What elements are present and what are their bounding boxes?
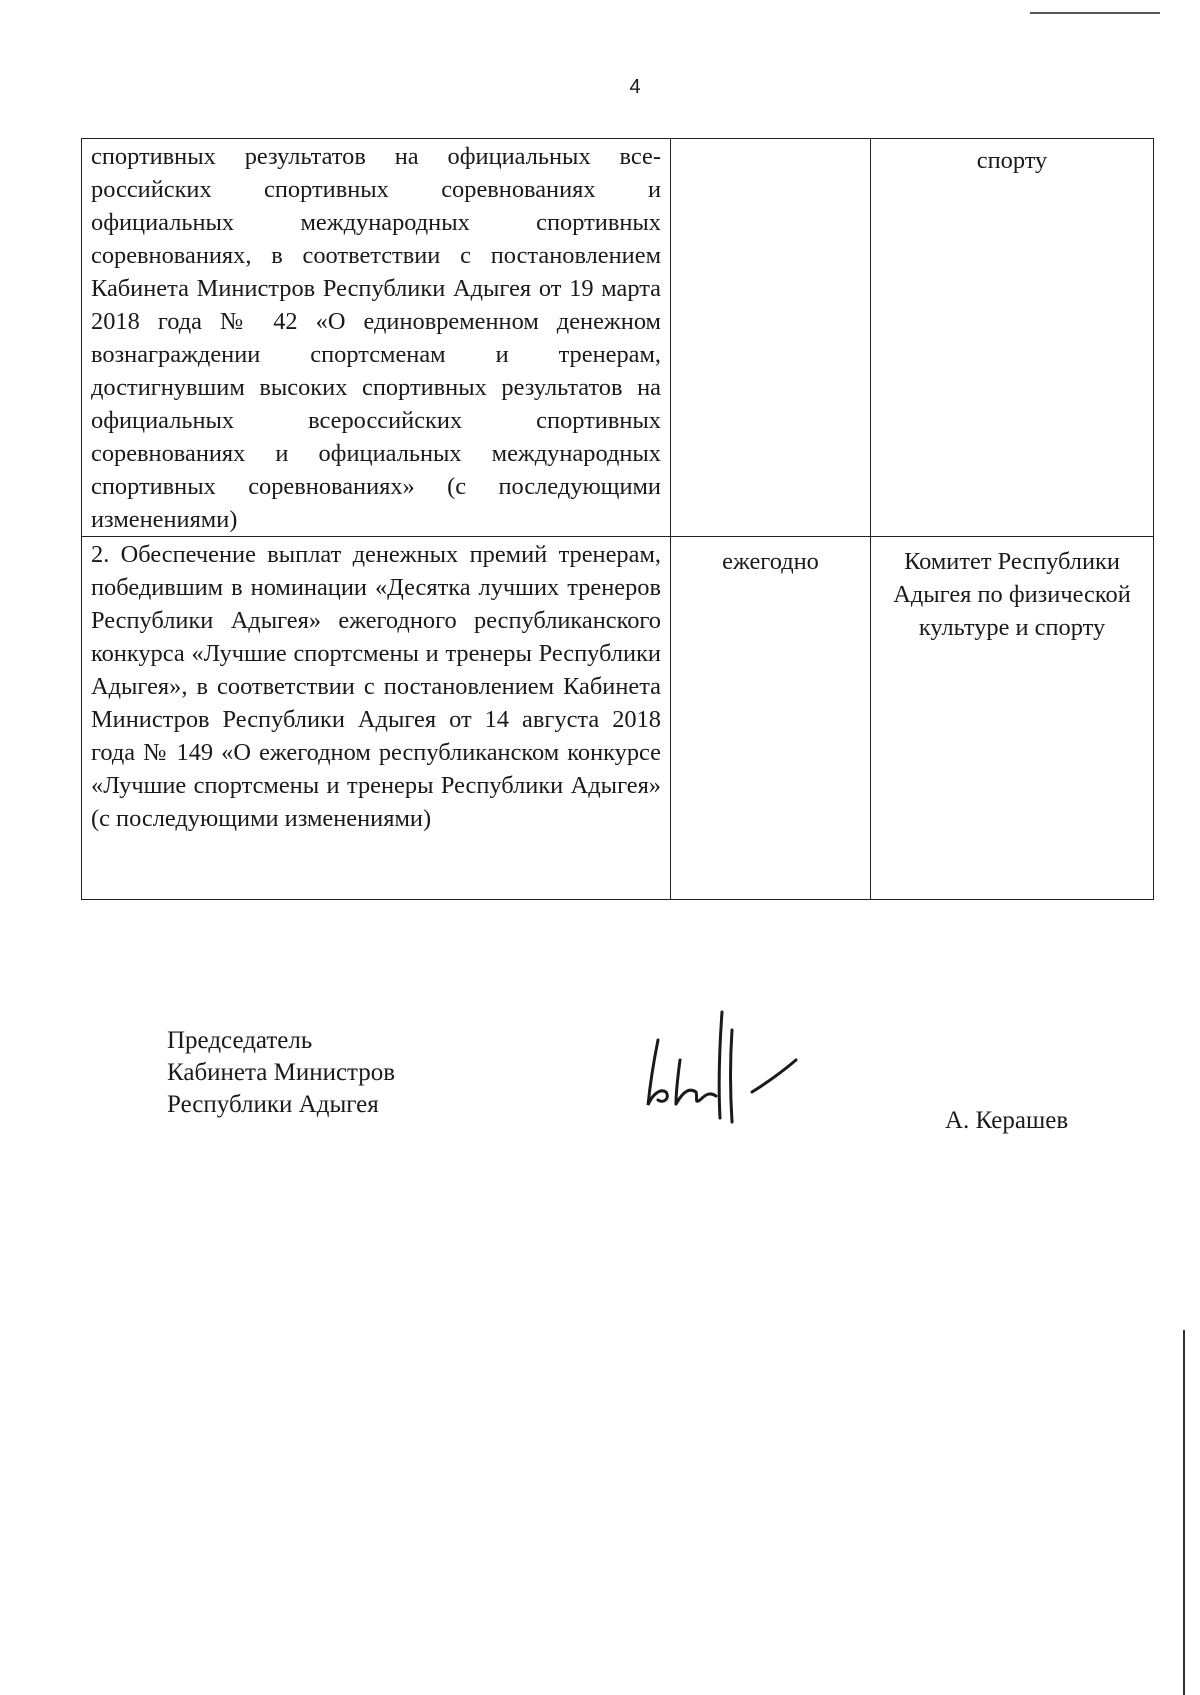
- signatory-title: [167, 1025, 395, 1121]
- period-cell: [671, 139, 871, 537]
- scan-edge-top: [1030, 12, 1160, 14]
- signatory-title-line: Председатель: [167, 1027, 313, 1054]
- signatory-title-line: Кабинета Министров: [167, 1059, 396, 1086]
- measure-text: 2. Обеспечение выплат денежных премий тренерам, победившим в номинации «Десятка лучших тренеров Республики Адыгея» ежегодного республиканского конкурса «Лучшие спортсмены и тренеры Республики Адыгея», в соответствии с постановлением Кабинета Министров Республики Адыгея от 14 августа 2018 года № 149 «О ежегодном республиканском конкурсе «Лучшие спортсмены и тренеры Республики Адыгея» (с последующими изменениями): [91, 541, 661, 832]
- signatory-title-line: Республики Адыгея: [167, 1091, 379, 1118]
- scan-edge-right: [1183, 1330, 1185, 1695]
- period-cell: [671, 537, 871, 900]
- measure-cell: [82, 139, 671, 537]
- measure-text: спортивных результатов на официальных все-российских спортивных соревнованиях и официальных международных спортивных соревнованиях, в соответствии с постановлением Кабинета Министров Республики Адыгея от 19 марта 2018 года № 42 «О единовременном денежном вознаграждении спортсменам и тренерам, достигнувшим высоких спортивных результатов на официальных всероссийских спортивных соревнованиях и официальных международных спортивных соревнованиях» (с последующими изменениями): [91, 143, 661, 533]
- measures-table: [81, 138, 1154, 900]
- responsible-cell: [871, 139, 1154, 537]
- page-number: 4: [629, 76, 641, 98]
- table-row: [82, 537, 1154, 900]
- table-row: [82, 139, 1154, 537]
- period-text: ежегодно: [722, 548, 819, 575]
- signatory-name: А. Керашев: [945, 1107, 1069, 1134]
- measure-cell: [82, 537, 671, 900]
- handwritten-signature: [640, 1000, 820, 1130]
- responsible-cell: [871, 537, 1154, 900]
- responsible-text: Комитет Республики Адыгея по физической культуре и спорту: [893, 548, 1131, 641]
- responsible-text: спорту: [976, 147, 1048, 174]
